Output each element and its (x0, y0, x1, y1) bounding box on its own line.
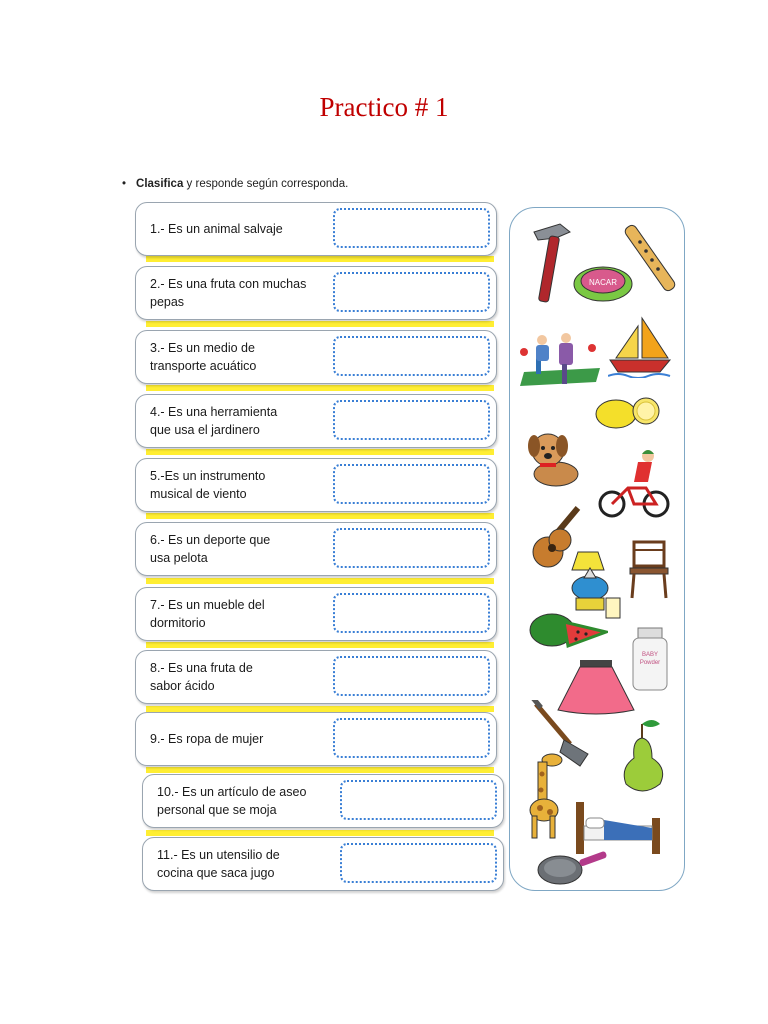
question-row-9 (135, 712, 497, 766)
svg-text:BABY: BABY (641, 652, 659, 658)
question-row-8 (135, 650, 497, 704)
divider (146, 256, 494, 262)
question-text: 2.- Es una fruta con muchas pepas (150, 276, 307, 309)
flute-icon (622, 222, 678, 294)
instruction-text: y responde según corresponda. (183, 178, 349, 190)
divider (146, 385, 494, 391)
answer-box-8[interactable] (333, 656, 490, 696)
question-text: 9.- Es ropa de mujer (150, 731, 264, 746)
divider (146, 578, 494, 584)
divider (146, 513, 494, 519)
question-row-7 (135, 587, 497, 641)
question-text: 10.- Es un artículo de aseo personal que se moja (157, 784, 307, 817)
question-text: 11.- Es un utensilio de cocina que saca jugo (157, 847, 280, 880)
divider (146, 830, 494, 836)
answer-box-6[interactable] (333, 528, 490, 568)
answer-box-2[interactable] (333, 272, 490, 312)
answer-box-1[interactable] (333, 208, 490, 248)
ping-pong-icon (516, 330, 602, 388)
question-text: 4.- Es una herramienta que usa el jardinero (150, 404, 278, 437)
answer-box-7[interactable] (333, 593, 490, 633)
question-text: 8.- Es una fruta de sabor ácido (150, 660, 253, 693)
bicycle-icon (598, 448, 670, 522)
sailboat-icon (608, 316, 672, 378)
question-row-2 (135, 266, 497, 320)
answer-box-11[interactable] (340, 843, 497, 883)
question-row-4 (135, 394, 497, 448)
bullet: • (122, 178, 127, 190)
baby-powder-icon (630, 626, 670, 692)
question-text: 6.- Es un deporte que usa pelota (150, 532, 271, 565)
question-row-1 (135, 202, 497, 256)
answer-box-10[interactable] (340, 780, 497, 820)
question-row-3 (135, 330, 497, 384)
svg-text:Powder: Powder (639, 660, 661, 666)
svg-text:NACAR: NACAR (588, 278, 618, 287)
hammer-icon (530, 222, 572, 306)
chair-icon (626, 540, 672, 600)
watermelon-icon (528, 606, 608, 652)
question-text: 3.- Es un medio de transporte acuático (150, 340, 257, 373)
question-text: 5.-Es un instrumento musical de viento (150, 468, 266, 501)
divider (146, 449, 494, 455)
question-row-6 (135, 522, 497, 576)
frying-pan-icon (536, 846, 610, 888)
answer-box-5[interactable] (333, 464, 490, 504)
question-text: 7.- Es un mueble del dormitorio (150, 597, 265, 630)
divider (146, 767, 494, 773)
answer-box-4[interactable] (333, 400, 490, 440)
question-row-11 (142, 837, 504, 891)
dog-icon (522, 430, 584, 490)
pear-icon (618, 718, 670, 796)
question-row-5 (135, 458, 497, 512)
instruction (122, 178, 348, 190)
divider (146, 321, 494, 327)
question-row-10 (142, 774, 504, 828)
page-title: Practico # 1 (319, 92, 449, 122)
divider (146, 642, 494, 648)
instruction-bold: Clasifica (136, 178, 184, 190)
answer-box-9[interactable] (333, 718, 490, 758)
answer-box-3[interactable] (333, 336, 490, 376)
lemon-icon (594, 396, 666, 432)
question-text: 1.- Es un animal salvaje (150, 221, 283, 236)
giraffe-icon (526, 752, 566, 840)
